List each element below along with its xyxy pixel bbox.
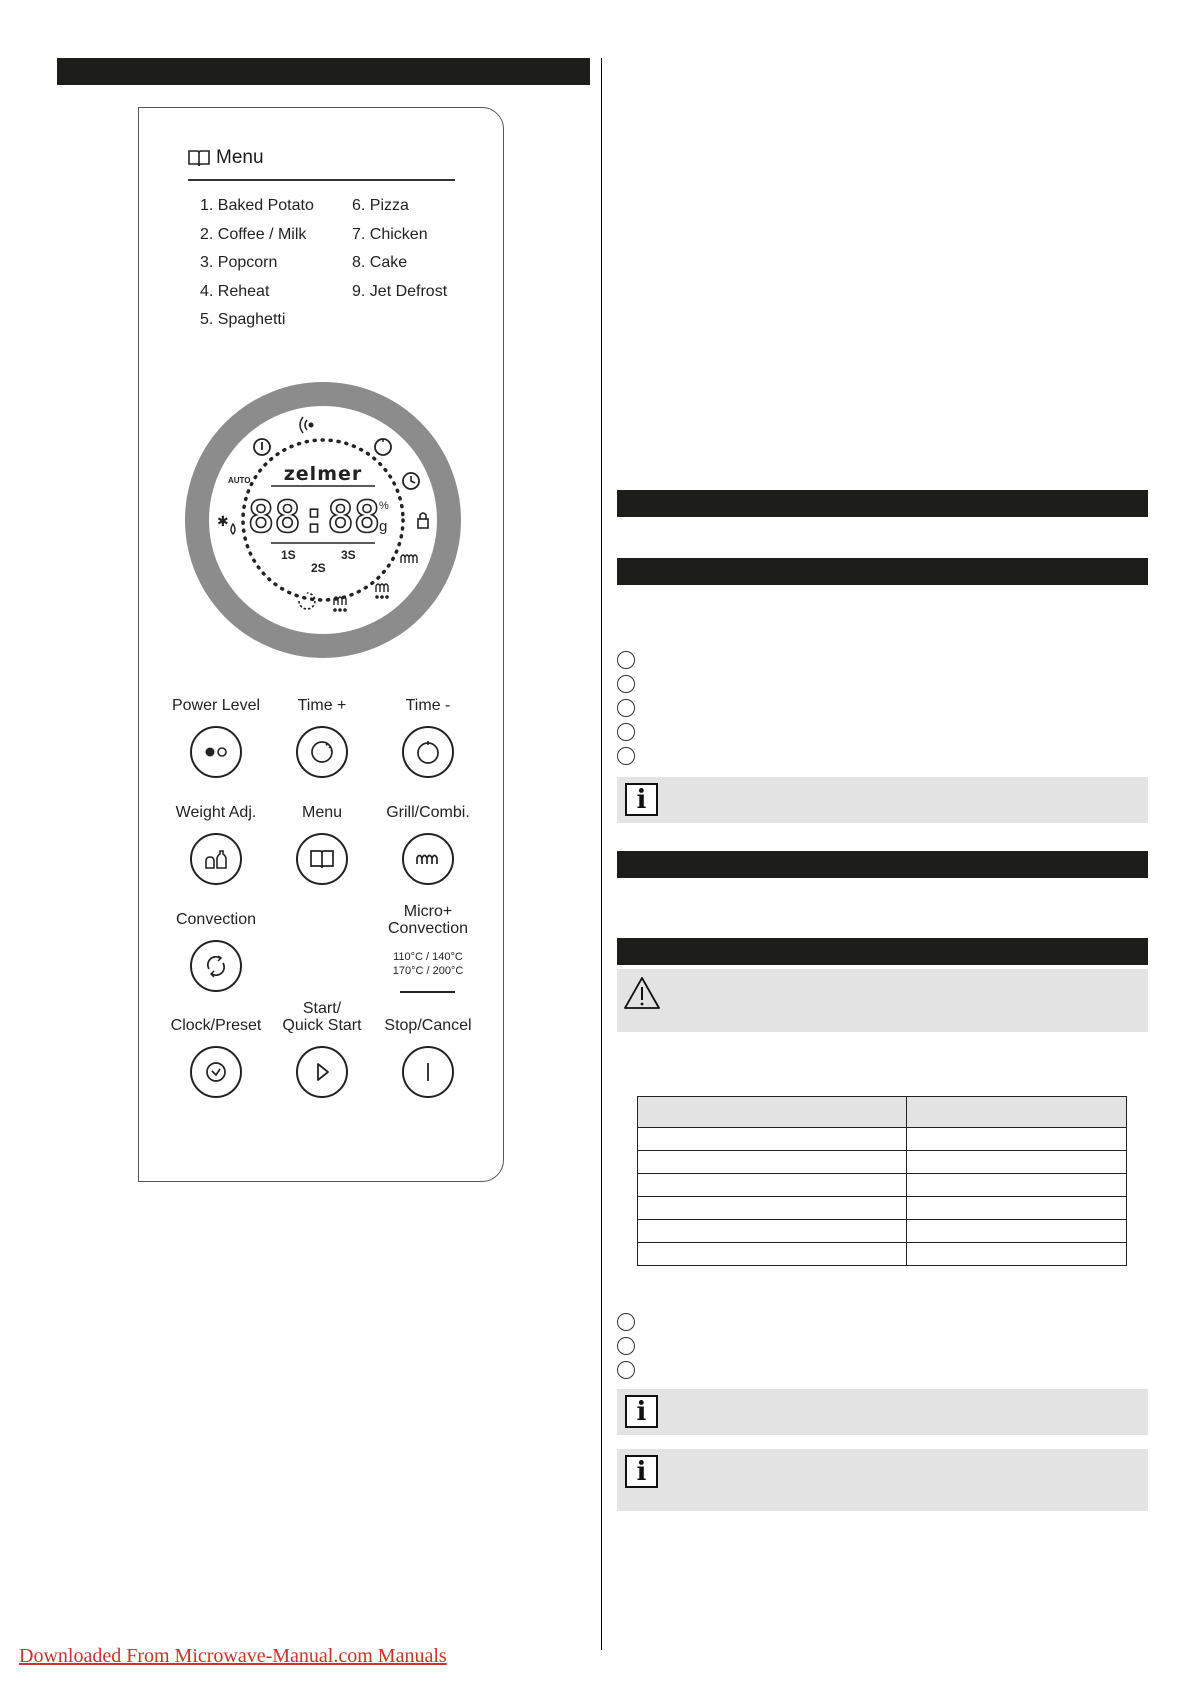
- menu-item: 8. Cake: [352, 254, 408, 272]
- timer-indicator-icon: [375, 439, 391, 455]
- table-row: [638, 1243, 1127, 1266]
- weight-icon: [202, 846, 230, 872]
- menu-button-label: Menu: [301, 804, 343, 821]
- step-marker: [617, 675, 635, 693]
- time-plus-label: Time +: [297, 697, 347, 714]
- percent-unit: %: [379, 500, 389, 512]
- table-header-cell: [907, 1097, 1127, 1128]
- menu-title-text: Menu: [216, 147, 264, 168]
- combi-indicator-icon: [375, 584, 389, 599]
- info-note-box: [617, 777, 1148, 823]
- book-icon: [309, 848, 335, 870]
- stop-cancel-button[interactable]: [402, 1046, 454, 1098]
- grill-indicator-icon: [401, 555, 417, 563]
- book-icon: [188, 149, 210, 167]
- menu-item: 4. Reheat: [200, 282, 270, 300]
- table-cell: [907, 1128, 1127, 1151]
- timer-plus-icon: [309, 739, 335, 765]
- micro-convection-label-line1: Micro+: [403, 903, 453, 920]
- info-note-box: [617, 1449, 1148, 1511]
- footer-download-link[interactable]: Downloaded From Microwave-Manual.com Manuals: [19, 1645, 447, 1667]
- power-level-button[interactable]: [190, 726, 242, 778]
- stop-icon: [423, 1059, 433, 1085]
- info-icon: i: [625, 1455, 658, 1488]
- step-marker: [617, 1361, 635, 1379]
- power-level-icon: [201, 745, 231, 759]
- table-header-row: [638, 1097, 1127, 1128]
- convection-label: Convection: [175, 911, 257, 928]
- table-row: [638, 1220, 1127, 1243]
- section-header-bar-1: [617, 490, 1148, 517]
- microwave-signal-icon: [300, 417, 314, 433]
- menu-item: 7. Chicken: [352, 225, 428, 243]
- info-icon: i: [625, 783, 658, 816]
- time-minus-label: Time -: [405, 697, 451, 714]
- time-plus-button[interactable]: [296, 726, 348, 778]
- step-marker: [617, 651, 635, 669]
- menu-title: [188, 147, 264, 169]
- grill-combi-button[interactable]: [402, 833, 454, 885]
- convection-icon: [203, 953, 229, 979]
- table-header-cell: [638, 1097, 907, 1128]
- menu-item: 5. Spaghetti: [200, 311, 286, 329]
- start-quick-start-button[interactable]: [296, 1046, 348, 1098]
- time-minus-button[interactable]: [402, 726, 454, 778]
- data-table: [637, 1096, 1127, 1266]
- lock-indicator-icon: [418, 513, 428, 528]
- temperature-underline: [400, 991, 455, 993]
- power-level-label: Power Level: [171, 697, 261, 714]
- info-note-box: [617, 1389, 1148, 1435]
- step-marker: [617, 1337, 635, 1355]
- menu-item: 6. Pizza: [352, 197, 409, 214]
- table-cell: [638, 1220, 907, 1243]
- section-header-bar-2: [617, 558, 1148, 585]
- table-row: [638, 1174, 1127, 1197]
- stage-2-indicator: 2S: [311, 561, 326, 575]
- temperature-set-2: 170°C / 200°C: [392, 965, 464, 977]
- svg-text:✱: ✱: [217, 513, 229, 529]
- warning-triangle-icon: [622, 975, 662, 1011]
- table-row: [638, 1151, 1127, 1174]
- power-indicator-icon: [254, 439, 270, 455]
- menu-item: 1. Baked Potato: [200, 197, 314, 214]
- menu-button[interactable]: [296, 833, 348, 885]
- table-cell: [907, 1243, 1127, 1266]
- section-header-bar-left: [57, 58, 590, 85]
- clock-preset-button[interactable]: [190, 1046, 242, 1098]
- table-cell: [638, 1197, 907, 1220]
- menu-item: 3. Popcorn: [200, 254, 278, 272]
- table-row: [638, 1128, 1127, 1151]
- menu-list-left: [200, 192, 314, 335]
- micro-convection-label-line2: Convection: [387, 920, 469, 937]
- table-cell: [638, 1174, 907, 1197]
- clock-icon: [203, 1059, 229, 1085]
- step-marker: [617, 723, 635, 741]
- gram-unit: g: [379, 518, 388, 535]
- menu-item: 2. Coffee / Milk: [200, 225, 307, 243]
- step-marker: [617, 699, 635, 717]
- table-cell: [638, 1243, 907, 1266]
- menu-list-right: [352, 192, 447, 306]
- step-marker: [617, 1313, 635, 1331]
- lcd-display: [183, 380, 463, 660]
- table-cell: [638, 1128, 907, 1151]
- micro-convection-label: [378, 903, 478, 937]
- convection-button[interactable]: [190, 940, 242, 992]
- column-divider: [601, 58, 602, 1650]
- step-marker: [617, 747, 635, 765]
- clock-preset-label: Clock/Preset: [170, 1017, 262, 1034]
- start-label-line2: Quick Start: [282, 1017, 362, 1034]
- menu-divider: [188, 179, 455, 181]
- table-cell: [907, 1197, 1127, 1220]
- defrost-indicator-icon: [217, 513, 235, 534]
- stage-1-indicator: 1S: [281, 548, 296, 562]
- start-label-line1: Start/: [302, 1000, 342, 1017]
- clock-indicator-icon: [403, 473, 419, 489]
- convection-temperatures: [378, 950, 478, 978]
- stop-cancel-label: Stop/Cancel: [384, 1017, 472, 1034]
- weight-adj-label: Weight Adj.: [175, 804, 257, 821]
- stage-3-indicator: 3S: [341, 548, 356, 562]
- table-cell: [907, 1174, 1127, 1197]
- table-cell: [907, 1220, 1127, 1243]
- info-icon: i: [625, 1395, 658, 1428]
- auto-indicator: AUTO: [228, 476, 251, 485]
- play-icon: [312, 1061, 332, 1083]
- temperature-set-1: 110°C / 140°C: [393, 951, 463, 963]
- grill-combi-label: Grill/Combi.: [386, 804, 470, 821]
- timer-minus-icon: [415, 739, 441, 765]
- brand-logo: zelmer: [283, 463, 363, 485]
- section-header-bar-3: [617, 851, 1148, 878]
- grill-icon: [414, 851, 442, 867]
- table-row: [638, 1197, 1127, 1220]
- warning-note-box: [617, 969, 1148, 1032]
- table-cell: [638, 1151, 907, 1174]
- table-cell: [907, 1151, 1127, 1174]
- digit-display: 88:88: [247, 492, 381, 543]
- weight-adj-button[interactable]: [190, 833, 242, 885]
- section-header-bar-4: [617, 938, 1148, 965]
- start-label: [262, 1000, 382, 1034]
- menu-item: 9. Jet Defrost: [352, 282, 448, 300]
